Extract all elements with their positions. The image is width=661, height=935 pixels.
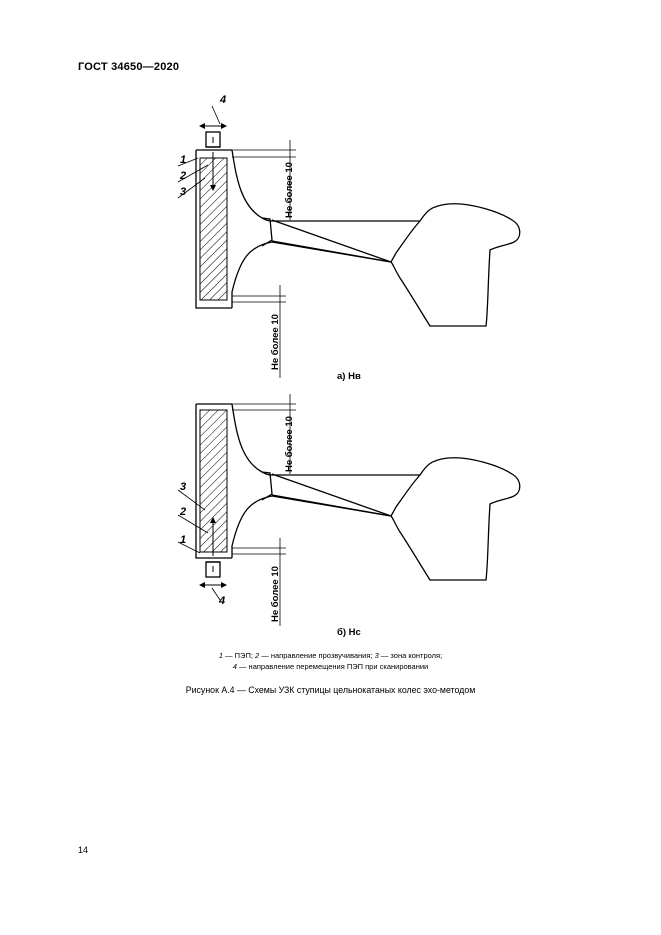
label-2-b: 2	[180, 506, 187, 518]
subcaption-b: б) Нс	[337, 627, 361, 638]
dim-label-top-b: Не более 10	[284, 416, 295, 472]
label-4-b: 4	[219, 595, 226, 607]
figure-caption: Рисунок А.4 — Схемы УЗК ступицы цельнокатаных колес эхо-методом	[185, 685, 476, 695]
subcaption-a: а) Нв	[337, 371, 361, 382]
diagram-a	[178, 94, 520, 382]
document-header: ГОСТ 34650—2020	[78, 61, 180, 73]
diagram-b	[178, 394, 520, 638]
label-3-b: 3	[180, 481, 187, 493]
legend-line-2: 4 — направление перемещения ПЭП при сканировании	[232, 662, 429, 671]
dim-label-bottom-b: Не более 10	[270, 566, 281, 622]
page-number: 14	[78, 845, 89, 855]
dim-label-top-a: Не более 10	[284, 162, 295, 218]
label-1-a: 1	[180, 154, 187, 166]
dim-label-bottom-a: Не более 10	[270, 314, 281, 370]
label-3-a: 3	[180, 186, 187, 198]
wheel-profile-a	[196, 150, 520, 326]
label-4-a: 4	[220, 94, 227, 106]
legend-line-1: 1 — ПЭП; 2 — направление прозвучивания; 3 — зона контроля;	[218, 651, 443, 660]
label-2-a: 2	[180, 170, 187, 182]
label-1-b: 1	[180, 534, 187, 546]
